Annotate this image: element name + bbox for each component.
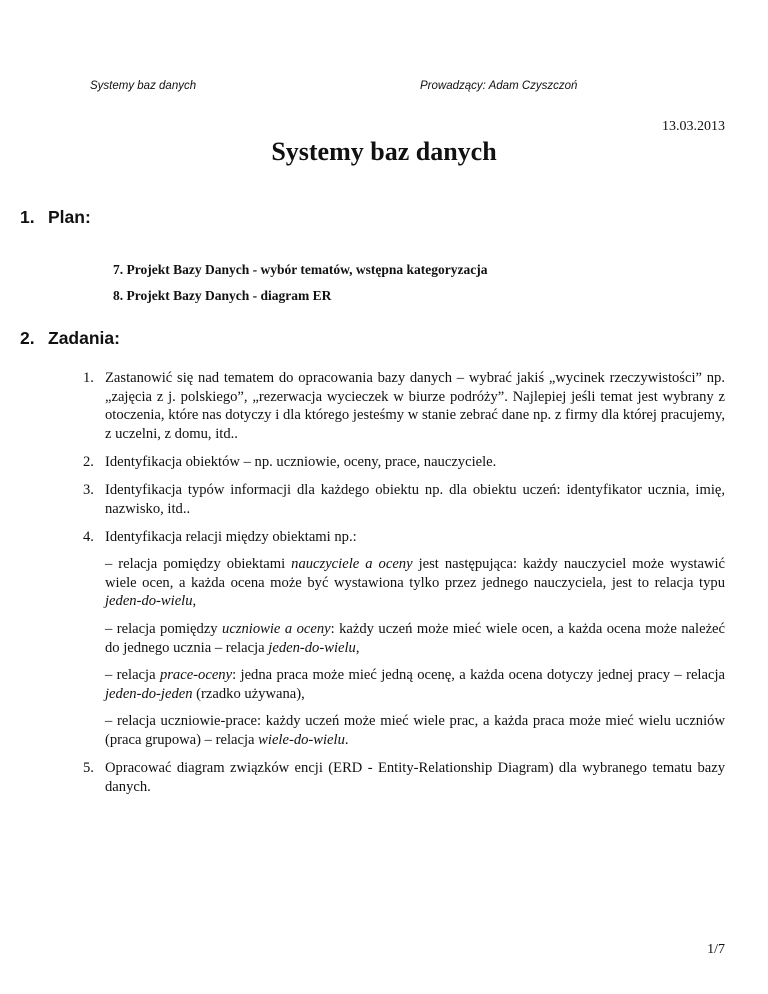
section-number: 2.: [20, 328, 35, 348]
task-item: [0, 759, 725, 796]
section-plan-heading: [20, 207, 91, 228]
plan-item: 8. Projekt Bazy Danych - diagram ER: [113, 288, 332, 303]
task-list: [0, 369, 768, 806]
section-number: 1.: [20, 207, 35, 227]
page-number: 1/7: [707, 942, 725, 957]
relation-example: – relacja pomiędzy obiektami nauczyciele a oceny jest następująca: każdy nauczyciel może wystawić wiele ocen, a każda ocena może być wystawiona tylko przez jednego nauczyciela, jest to relacja typu jeden-do-wielu,: [105, 556, 726, 610]
task-item: [0, 453, 725, 472]
page-title: Systemy baz danych: [271, 137, 497, 166]
relation-example: – relacja prace-oceny: jedna praca może mieć jedną ocenę, a każda ocena dotyczy jednej pracy – relacja jeden-do-jeden (rzadko używana),: [105, 667, 725, 702]
task-item: [0, 369, 725, 443]
task-number: 1.: [83, 370, 94, 386]
task-text: Identyfikacja typów informacji dla każdego obiektu np. dla obiektu uczeń: identyfikator ucznia, imię, nazwisko, itd..: [105, 481, 725, 517]
task-text: Opracować diagram związków encji (ERD - Entity-Relationship Diagram) dla wybranego tematu bazy danych.: [105, 760, 725, 795]
task-text: Identyfikacja obiektów – np. uczniowie, oceny, prace, nauczyciele.: [105, 453, 497, 470]
task-number: 5.: [83, 760, 94, 777]
task-item: [0, 528, 725, 750]
task-number: 4.: [83, 528, 94, 545]
plan-item: 7. Projekt Bazy Danych - wybór tematów, wstępna kategoryzacja: [113, 262, 488, 277]
date: 13.03.2013: [662, 119, 725, 134]
relation-example: – relacja uczniowie-prace: każdy uczeń może mieć wiele prac, a każda praca może mieć wielu uczniów (praca grupowa) – relacja wiele-do-wielu.: [105, 713, 725, 748]
task-item: [0, 481, 725, 518]
task-text: Zastanowić się nad tematem do opracowania bazy danych – wybrać jakiś „wycinek rzeczywistości” np. „zajęcia z j. polskiego”, „rezerwacja wycieczek w biurze podróży”. Najlepiej jeśli temat jest wybrany z otoczenia, które nas dotyczy i dla którego jesteśmy w stanie zebrać dane np. z firmy dla której pracujemy, z uczelni, z domu, itd..: [105, 370, 725, 442]
relation-example: – relacja pomiędzy uczniowie a oceny: każdy uczeń może mieć wiele ocen, a każda ocena może należeć do jednego ucznia – relacja jeden-do-wielu,: [105, 621, 725, 656]
section-tasks-heading: [20, 328, 120, 349]
task-text: Identyfikacja relacji między obiektami np.:: [105, 528, 357, 545]
task-number: 2.: [83, 453, 94, 470]
section-title: Plan:: [48, 207, 91, 227]
header-course: Systemy baz danych: [90, 80, 197, 92]
task-number: 3.: [83, 481, 94, 498]
header-instructor: Prowadzący: Adam Czyszczoń: [420, 80, 578, 92]
section-title: Zadania:: [48, 328, 120, 348]
